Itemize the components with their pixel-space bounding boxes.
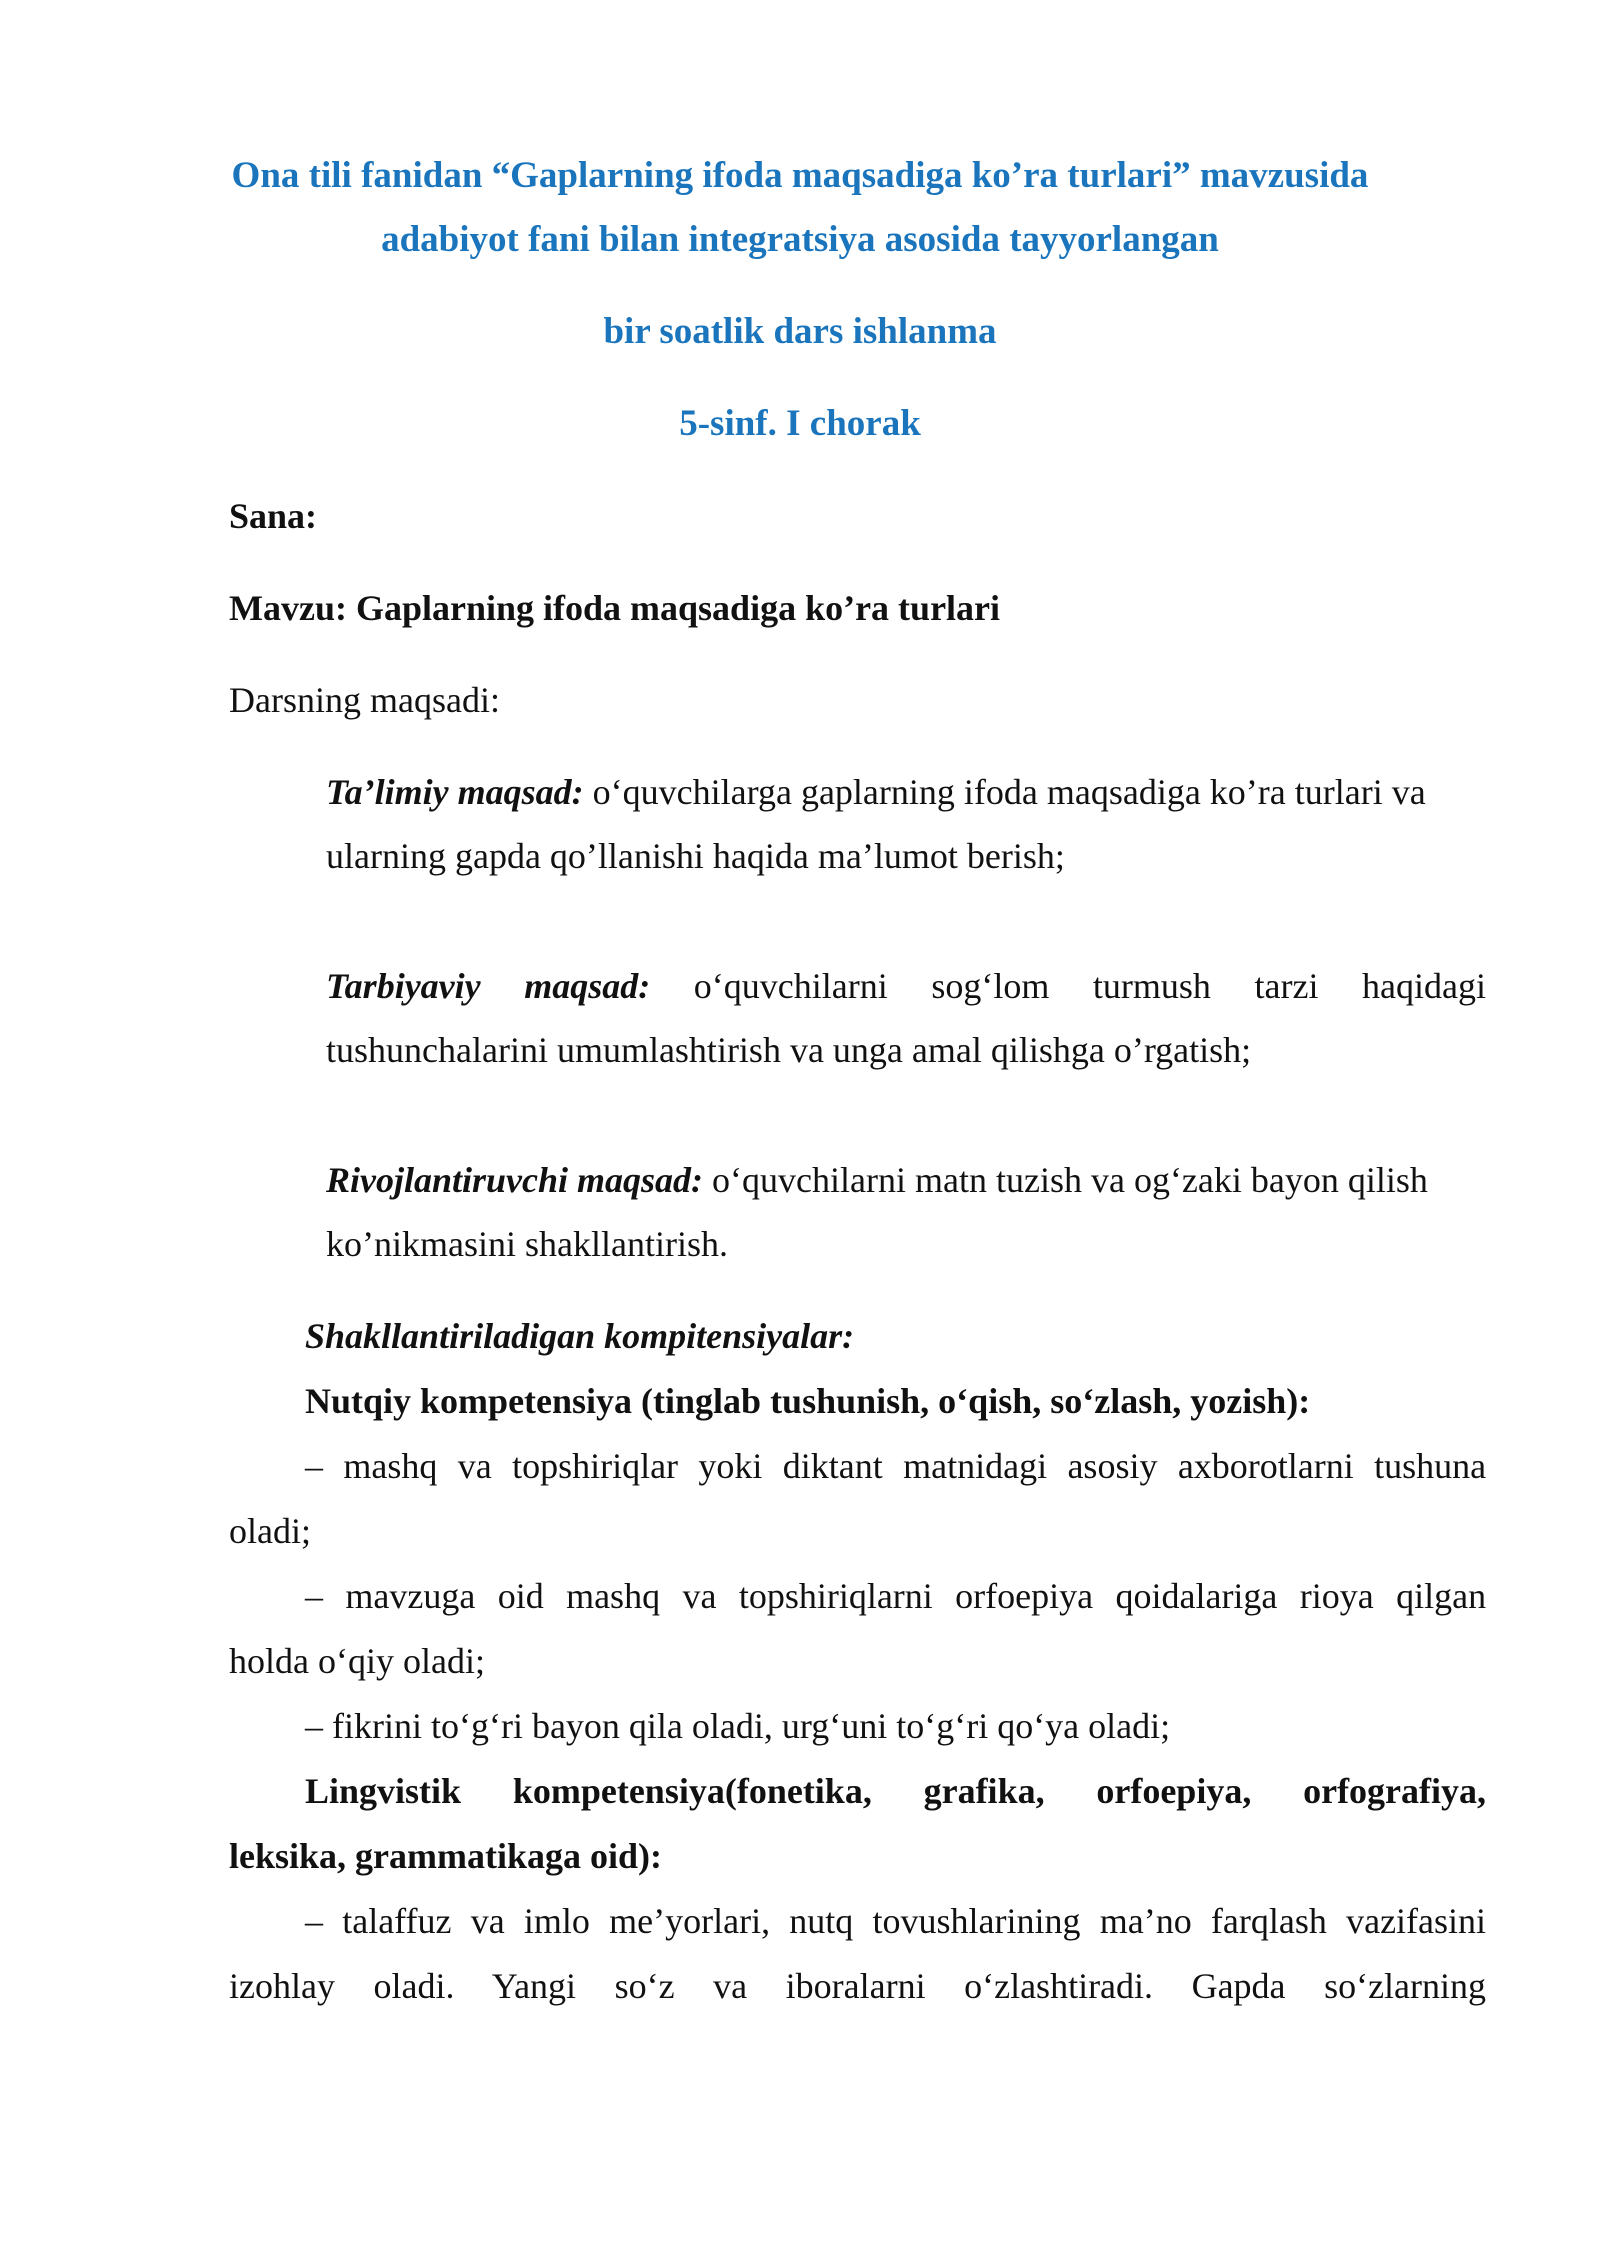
speech-item-2-word: va (682, 1576, 717, 1616)
linguistic-item-1-line-2 (229, 1964, 1486, 2008)
speech-item-2-word: mavzuga (345, 1576, 476, 1616)
speech-item-1-word: mashq (343, 1446, 438, 1486)
topic-line: Mavzu: Gaplarning ifoda maqsadiga ko’ra turlari (229, 588, 1001, 628)
rivojlantiruvchi-goal-text: o‘quvchilarni matn tuzish va og‘zaki bayon qilish (703, 1160, 1428, 1200)
rivojlantiruvchi-goal-line-1 (326, 1158, 1428, 1202)
linguistic-item-word: farqlash (1210, 1901, 1327, 1941)
linguistic-item-word: talaffuz (342, 1901, 452, 1941)
linguistic-item-word: me’yorlari, (609, 1901, 771, 1941)
talimiy-goal-label: Ta’limiy maqsad: (326, 772, 584, 812)
tarbiyaviy-goal-label: Tarbiyaviy maqsad: (326, 966, 651, 1006)
speech-item-1-word: – (305, 1446, 323, 1486)
linguistic-item-word: va (713, 1966, 748, 2006)
linguistic-item-1-line-1 (305, 1899, 1486, 1943)
linguistic-item-word: ma’no (1099, 1901, 1192, 1941)
speech-item-1-word: asosiy (1067, 1446, 1158, 1486)
tarbiyaviy-word: sog‘lom (931, 966, 1050, 1006)
document-title-line-4: 5-sinf. I chorak (679, 403, 921, 444)
competencies-heading: Shakllantiriladigan kompitensiyalar: (305, 1316, 855, 1356)
linguistic-item-word: so‘z (614, 1966, 675, 2006)
date-label: Sana: (229, 496, 318, 536)
speech-item-1-line-1 (305, 1444, 1486, 1488)
linguistic-item-word: vazifasini (1346, 1901, 1487, 1941)
linguistic-item-word: Yangi (491, 1966, 577, 2006)
speech-item-1-word: topshiriqlar (512, 1446, 679, 1486)
linguistic-competency-heading-line-2: leksika, grammatikaga oid): (229, 1836, 663, 1876)
document-title-line-3: bir soatlik dars ishlanma (603, 311, 997, 352)
linguistic-item-word: – (305, 1901, 323, 1941)
tarbiyaviy-word: o‘quvchilarni (693, 966, 888, 1006)
speech-item-1-word: yoki (698, 1446, 763, 1486)
speech-item-2-word: qoidalariga (1115, 1576, 1278, 1616)
speech-item-1-word: axborotlarni (1177, 1446, 1354, 1486)
document-title-line-1: Ona tili fanidan “Gaplarning ifoda maqsadiga ko’ra turlari” mavzusida (231, 155, 1369, 196)
rivojlantiruvchi-goal-line-2: ko’nikmasini shakllantirish. (326, 1224, 728, 1264)
linguistic-item-word: imlo (523, 1901, 590, 1941)
tarbiyaviy-word: tarzi (1254, 966, 1319, 1006)
speech-item-2-word: orfoepiya (955, 1576, 1094, 1616)
speech-item-1-line-2: oladi; (229, 1511, 311, 1551)
tarbiyaviy-goal-line-1 (326, 964, 1486, 1008)
speech-item-1-word: va (457, 1446, 492, 1486)
speech-item-2-word: rioya (1299, 1576, 1374, 1616)
talimiy-goal-text: o‘quvchilarga gaplarning ifoda maqsadiga ko’ra turlari va (583, 772, 1426, 812)
speech-competency-heading: Nutqiy kompetensiya (tinglab tushunish, o‘qish, so‘zlash, yozish): (305, 1381, 1311, 1421)
speech-item-2-word: – (305, 1576, 323, 1616)
linguistic-item-word: so‘zlarning (1324, 1966, 1487, 2006)
linguistic-competency-heading-line-1 (305, 1769, 1486, 1813)
document-title-line-2: adabiyot fani bilan integratsiya asosida tayyorlangan (381, 219, 1219, 260)
rivojlantiruvchi-goal-label: Rivojlantiruvchi maqsad: (326, 1160, 704, 1200)
linguistic-heading-word: orfoepiya, (1096, 1771, 1252, 1811)
linguistic-item-word: oladi. (373, 1966, 455, 2006)
speech-item-2-line-2: holda o‘qiy oladi; (229, 1641, 485, 1681)
tarbiyaviy-goal-line-2: tushunchalarini umumlashtirish va unga amal qilishga o’rgatish; (326, 1030, 1252, 1070)
speech-item-3: – fikrini to‘g‘ri bayon qila oladi, urg‘uni to‘g‘ri qo‘ya oladi; (305, 1706, 1171, 1746)
linguistic-item-word: tovushlarining (872, 1901, 1081, 1941)
linguistic-item-word: izohlay (229, 1966, 335, 2006)
linguistic-heading-word: grafika, (923, 1771, 1045, 1811)
linguistic-item-word: va (470, 1901, 505, 1941)
speech-item-2-word: topshiriqlarni (738, 1576, 933, 1616)
linguistic-heading-word: kompetensiya(fonetika, (512, 1771, 872, 1811)
goals-heading: Darsning maqsadi: (229, 680, 500, 720)
speech-item-2-word: oid (497, 1576, 544, 1616)
linguistic-heading-word: orfografiya, (1303, 1771, 1487, 1811)
speech-item-1-word: diktant (782, 1446, 883, 1486)
speech-item-2-word: qilgan (1396, 1576, 1487, 1616)
linguistic-item-word: o‘zlashtiradi. (964, 1966, 1154, 2006)
linguistic-heading-word: Lingvistik (305, 1771, 462, 1811)
linguistic-item-word: iboralarni (785, 1966, 926, 2006)
speech-item-2-line-1 (305, 1574, 1486, 1618)
speech-item-1-word: matnidagi (903, 1446, 1048, 1486)
linguistic-item-word: nutq (789, 1901, 854, 1941)
talimiy-goal-line-2: ularning gapda qo’llanishi haqida ma’lumot berish; (326, 836, 1065, 876)
tarbiyaviy-word: turmush (1092, 966, 1211, 1006)
linguistic-item-word: Gapda (1191, 1966, 1286, 2006)
speech-item-1-word: tushuna (1374, 1446, 1487, 1486)
speech-item-2-word: mashq (566, 1576, 661, 1616)
talimiy-goal-line-1 (326, 770, 1426, 814)
tarbiyaviy-word: haqidagi (1362, 966, 1487, 1006)
